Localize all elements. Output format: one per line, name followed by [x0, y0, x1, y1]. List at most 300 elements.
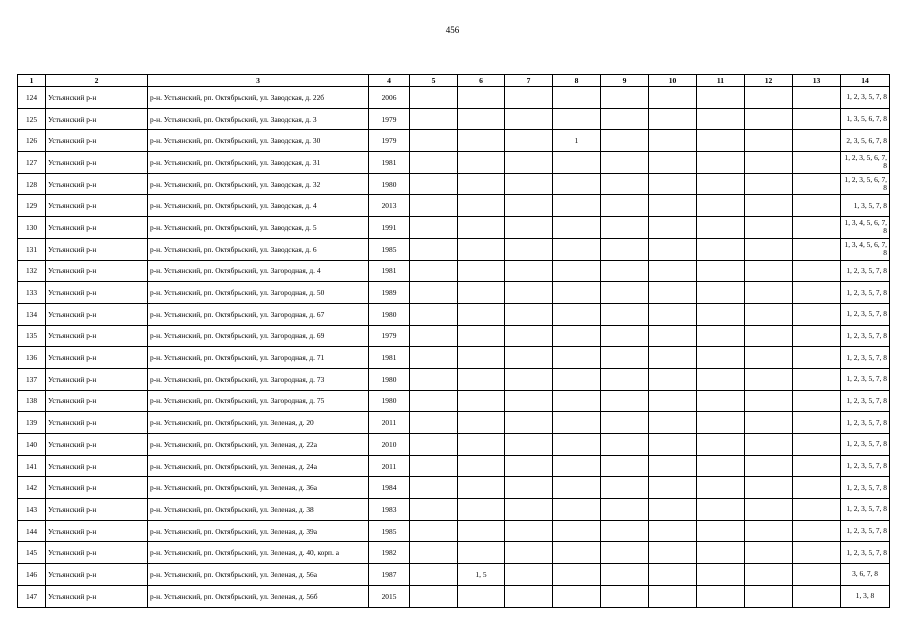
col9-cell [601, 390, 649, 412]
col8-cell [553, 455, 601, 477]
col6-cell [458, 542, 505, 564]
col10-cell [649, 195, 697, 217]
col10-cell [649, 238, 697, 260]
col6-cell [458, 108, 505, 130]
column-header-8: 8 [553, 75, 601, 87]
col7-cell [505, 108, 553, 130]
col12-cell [745, 87, 793, 109]
col13-cell [793, 130, 841, 152]
district-cell: Устьянский р-н [46, 217, 148, 239]
address-cell: р-н. Устьянский, рп. Октябрьский, ул. Заводская, д. 5 [148, 217, 369, 239]
page-number: 456 [445, 25, 460, 35]
column-header-2: 2 [46, 75, 148, 87]
year-cell: 1982 [369, 542, 410, 564]
district-cell: Устьянский р-н [46, 477, 148, 499]
col11-cell [697, 325, 745, 347]
year-cell: 2011 [369, 412, 410, 434]
address-cell: р-н. Устьянский, рп. Октябрьский, ул. Зеленая, д. 40, корп. а [148, 542, 369, 564]
col14-cell: 1, 2, 3, 5, 7, 8 [841, 260, 890, 282]
year-cell: 1980 [369, 173, 410, 195]
col5-cell [410, 455, 458, 477]
row-number: 138 [18, 390, 46, 412]
col7-cell [505, 520, 553, 542]
col7-cell [505, 303, 553, 325]
col9-cell [601, 477, 649, 499]
col14-cell: 1, 2, 3, 5, 7, 8 [841, 520, 890, 542]
col12-cell [745, 282, 793, 304]
district-cell: Устьянский р-н [46, 412, 148, 434]
col12-cell [745, 390, 793, 412]
row-number: 144 [18, 520, 46, 542]
col10-cell [649, 520, 697, 542]
address-cell: р-н. Устьянский, рп. Октябрьский, ул. Заводская, д. 32 [148, 173, 369, 195]
table-row [18, 282, 890, 304]
table-row [18, 87, 890, 109]
col5-cell [410, 282, 458, 304]
col11-cell [697, 434, 745, 456]
address-cell: р-н. Устьянский, рп. Октябрьский, ул. Зеленая, д. 20 [148, 412, 369, 434]
col14-cell: 1, 3, 4, 5, 6, 7, 8 [841, 238, 890, 260]
col10-cell [649, 564, 697, 586]
col12-cell [745, 108, 793, 130]
col6-cell [458, 390, 505, 412]
row-number: 142 [18, 477, 46, 499]
district-cell: Устьянский р-н [46, 325, 148, 347]
district-cell: Устьянский р-н [46, 455, 148, 477]
year-cell: 2010 [369, 434, 410, 456]
col13-cell [793, 585, 841, 607]
address-cell: р-н. Устьянский, рп. Октябрьский, ул. Заводская, д. 4 [148, 195, 369, 217]
col5-cell [410, 412, 458, 434]
district-cell: Устьянский р-н [46, 260, 148, 282]
row-number: 124 [18, 87, 46, 109]
address-cell: р-н. Устьянский, рп. Октябрьский, ул. Зеленая, д. 24а [148, 455, 369, 477]
col7-cell [505, 347, 553, 369]
col9-cell [601, 325, 649, 347]
col13-cell [793, 238, 841, 260]
col8-cell [553, 368, 601, 390]
col11-cell [697, 282, 745, 304]
address-cell: р-н. Устьянский, рп. Октябрьский, ул. Заводская, д. 6 [148, 238, 369, 260]
column-header-13: 13 [793, 75, 841, 87]
col7-cell [505, 260, 553, 282]
table-row [18, 520, 890, 542]
col11-cell [697, 585, 745, 607]
col5-cell [410, 195, 458, 217]
col13-cell [793, 173, 841, 195]
col14-cell: 1, 2, 3, 5, 7, 8 [841, 390, 890, 412]
col12-cell [745, 152, 793, 174]
col10-cell [649, 130, 697, 152]
year-cell: 2011 [369, 455, 410, 477]
address-cell: р-н. Устьянский, рп. Октябрьский, ул. Загородная, д. 69 [148, 325, 369, 347]
district-cell: Устьянский р-н [46, 499, 148, 521]
col7-cell [505, 434, 553, 456]
col7-cell [505, 455, 553, 477]
row-number: 146 [18, 564, 46, 586]
year-cell: 1981 [369, 347, 410, 369]
col9-cell [601, 434, 649, 456]
district-cell: Устьянский р-н [46, 195, 148, 217]
col6-cell [458, 585, 505, 607]
col13-cell [793, 217, 841, 239]
col6-cell [458, 434, 505, 456]
col5-cell [410, 87, 458, 109]
row-number: 126 [18, 130, 46, 152]
col13-cell [793, 325, 841, 347]
col6-cell [458, 325, 505, 347]
col11-cell [697, 108, 745, 130]
col7-cell [505, 195, 553, 217]
col8-cell [553, 542, 601, 564]
col11-cell [697, 195, 745, 217]
table-header [18, 75, 890, 87]
col9-cell [601, 303, 649, 325]
col11-cell [697, 152, 745, 174]
col9-cell [601, 520, 649, 542]
header-row [18, 75, 890, 87]
col10-cell [649, 87, 697, 109]
table-row [18, 477, 890, 499]
row-number: 143 [18, 499, 46, 521]
col10-cell [649, 260, 697, 282]
address-cell: р-н. Устьянский, рп. Октябрьский, ул. Загородная, д. 71 [148, 347, 369, 369]
district-cell: Устьянский р-н [46, 585, 148, 607]
col14-cell: 1, 2, 3, 5, 7, 8 [841, 303, 890, 325]
year-cell: 1979 [369, 108, 410, 130]
district-cell: Устьянский р-н [46, 347, 148, 369]
col7-cell [505, 130, 553, 152]
col11-cell [697, 542, 745, 564]
col6-cell [458, 130, 505, 152]
col9-cell [601, 412, 649, 434]
col11-cell [697, 390, 745, 412]
col5-cell [410, 477, 458, 499]
col12-cell [745, 412, 793, 434]
col9-cell [601, 564, 649, 586]
col7-cell [505, 238, 553, 260]
col10-cell [649, 434, 697, 456]
col7-cell [505, 390, 553, 412]
col9-cell [601, 455, 649, 477]
table-row [18, 499, 890, 521]
table-row [18, 152, 890, 174]
col10-cell [649, 499, 697, 521]
district-cell: Устьянский р-н [46, 282, 148, 304]
col6-cell [458, 520, 505, 542]
district-cell: Устьянский р-н [46, 368, 148, 390]
col6-cell [458, 173, 505, 195]
table-row [18, 260, 890, 282]
table-row [18, 347, 890, 369]
col13-cell [793, 368, 841, 390]
col9-cell [601, 542, 649, 564]
col11-cell [697, 499, 745, 521]
col11-cell [697, 412, 745, 434]
col10-cell [649, 217, 697, 239]
col5-cell [410, 217, 458, 239]
col7-cell [505, 173, 553, 195]
col12-cell [745, 564, 793, 586]
col12-cell [745, 347, 793, 369]
col6-cell [458, 87, 505, 109]
row-number: 128 [18, 173, 46, 195]
col9-cell [601, 173, 649, 195]
address-cell: р-н. Устьянский, рп. Октябрьский, ул. Зеленая, д. 22а [148, 434, 369, 456]
col6-cell [458, 238, 505, 260]
col10-cell [649, 542, 697, 564]
district-cell: Устьянский р-н [46, 87, 148, 109]
col5-cell [410, 368, 458, 390]
address-cell: р-н. Устьянский, рп. Октябрьский, ул. Зеленая, д. 56б [148, 585, 369, 607]
col13-cell [793, 542, 841, 564]
col14-cell: 1, 2, 3, 5, 6, 7, 8 [841, 173, 890, 195]
address-cell: р-н. Устьянский, рп. Октябрьский, ул. Заводская, д. 31 [148, 152, 369, 174]
col5-cell [410, 108, 458, 130]
col5-cell [410, 238, 458, 260]
year-cell: 1980 [369, 368, 410, 390]
col10-cell [649, 152, 697, 174]
col14-cell: 1, 3, 5, 6, 7, 8 [841, 108, 890, 130]
address-cell: р-н. Устьянский, рп. Октябрьский, ул. Загородная, д. 75 [148, 390, 369, 412]
row-number: 136 [18, 347, 46, 369]
col14-cell: 1, 3, 8 [841, 585, 890, 607]
col14-cell: 1, 2, 3, 5, 7, 8 [841, 542, 890, 564]
year-cell: 1985 [369, 238, 410, 260]
col6-cell [458, 477, 505, 499]
col12-cell [745, 499, 793, 521]
col12-cell [745, 368, 793, 390]
col7-cell [505, 542, 553, 564]
col10-cell [649, 368, 697, 390]
row-number: 139 [18, 412, 46, 434]
col5-cell [410, 152, 458, 174]
col14-cell: 1, 2, 3, 5, 7, 8 [841, 368, 890, 390]
year-cell: 1981 [369, 152, 410, 174]
col11-cell [697, 260, 745, 282]
col7-cell [505, 412, 553, 434]
col11-cell [697, 477, 745, 499]
table-row [18, 173, 890, 195]
column-header-11: 11 [697, 75, 745, 87]
col7-cell [505, 87, 553, 109]
row-number: 127 [18, 152, 46, 174]
col10-cell [649, 412, 697, 434]
col13-cell [793, 434, 841, 456]
col9-cell [601, 585, 649, 607]
col11-cell [697, 173, 745, 195]
col12-cell [745, 455, 793, 477]
col12-cell [745, 303, 793, 325]
table-row [18, 585, 890, 607]
col11-cell [697, 368, 745, 390]
col8-cell [553, 108, 601, 130]
col14-cell: 2, 3, 5, 6, 7, 8 [841, 130, 890, 152]
col8-cell [553, 499, 601, 521]
col13-cell [793, 303, 841, 325]
col9-cell [601, 195, 649, 217]
row-number: 137 [18, 368, 46, 390]
col14-cell: 1, 2, 3, 5, 7, 8 [841, 347, 890, 369]
col9-cell [601, 282, 649, 304]
col8-cell [553, 477, 601, 499]
col8-cell [553, 282, 601, 304]
col8-cell [553, 217, 601, 239]
table-row [18, 238, 890, 260]
table-row [18, 217, 890, 239]
col6-cell [458, 217, 505, 239]
table-row [18, 195, 890, 217]
row-number: 145 [18, 542, 46, 564]
col9-cell [601, 499, 649, 521]
row-number: 134 [18, 303, 46, 325]
col12-cell [745, 325, 793, 347]
col7-cell [505, 282, 553, 304]
col8-cell [553, 152, 601, 174]
col5-cell [410, 585, 458, 607]
col8-cell [553, 173, 601, 195]
row-number: 132 [18, 260, 46, 282]
col8-cell [553, 347, 601, 369]
col14-cell: 1, 2, 3, 5, 7, 8 [841, 412, 890, 434]
address-cell: р-н. Устьянский, рп. Октябрьский, ул. Загородная, д. 67 [148, 303, 369, 325]
col6-cell [458, 412, 505, 434]
col14-cell: 1, 2, 3, 5, 7, 8 [841, 434, 890, 456]
col11-cell [697, 238, 745, 260]
row-number: 133 [18, 282, 46, 304]
col5-cell [410, 347, 458, 369]
col14-cell: 1, 2, 3, 5, 7, 8 [841, 87, 890, 109]
col13-cell [793, 477, 841, 499]
col9-cell [601, 368, 649, 390]
address-cell: р-н. Устьянский, рп. Октябрьский, ул. Зеленая, д. 36а [148, 477, 369, 499]
table-row [18, 564, 890, 586]
col12-cell [745, 217, 793, 239]
district-cell: Устьянский р-н [46, 520, 148, 542]
district-cell: Устьянский р-н [46, 130, 148, 152]
col9-cell [601, 130, 649, 152]
col8-cell [553, 87, 601, 109]
district-cell: Устьянский р-н [46, 108, 148, 130]
column-header-1: 1 [18, 75, 46, 87]
col10-cell [649, 477, 697, 499]
column-header-7: 7 [505, 75, 553, 87]
col14-cell: 1, 2, 3, 5, 7, 8 [841, 282, 890, 304]
col6-cell [458, 368, 505, 390]
col13-cell [793, 412, 841, 434]
column-header-9: 9 [601, 75, 649, 87]
col5-cell [410, 130, 458, 152]
col8-cell [553, 564, 601, 586]
row-number: 131 [18, 238, 46, 260]
col10-cell [649, 390, 697, 412]
row-number: 129 [18, 195, 46, 217]
address-cell: р-н. Устьянский, рп. Октябрьский, ул. Загородная, д. 73 [148, 368, 369, 390]
col12-cell [745, 260, 793, 282]
col9-cell [601, 108, 649, 130]
col10-cell [649, 325, 697, 347]
col12-cell [745, 238, 793, 260]
year-cell: 1981 [369, 260, 410, 282]
col8-cell: 1 [553, 130, 601, 152]
col12-cell [745, 542, 793, 564]
table-row [18, 390, 890, 412]
column-header-14: 14 [841, 75, 890, 87]
col6-cell [458, 282, 505, 304]
year-cell: 1980 [369, 390, 410, 412]
year-cell: 2013 [369, 195, 410, 217]
registry-table [17, 74, 890, 608]
col8-cell [553, 390, 601, 412]
col5-cell [410, 390, 458, 412]
col14-cell: 1, 3, 4, 5, 6, 7, 8 [841, 217, 890, 239]
col9-cell [601, 217, 649, 239]
year-cell: 1980 [369, 303, 410, 325]
year-cell: 1991 [369, 217, 410, 239]
col5-cell [410, 434, 458, 456]
col11-cell [697, 520, 745, 542]
col13-cell [793, 152, 841, 174]
col8-cell [553, 195, 601, 217]
row-number: 130 [18, 217, 46, 239]
col7-cell [505, 499, 553, 521]
row-number: 141 [18, 455, 46, 477]
column-header-10: 10 [649, 75, 697, 87]
year-cell: 1985 [369, 520, 410, 542]
col14-cell: 3, 6, 7, 8 [841, 564, 890, 586]
table-row [18, 108, 890, 130]
table-row [18, 542, 890, 564]
address-cell: р-н. Устьянский, рп. Октябрьский, ул. Заводская, д. 3 [148, 108, 369, 130]
col8-cell [553, 238, 601, 260]
col13-cell [793, 347, 841, 369]
col5-cell [410, 303, 458, 325]
col7-cell [505, 477, 553, 499]
col5-cell [410, 564, 458, 586]
col6-cell [458, 499, 505, 521]
col6-cell [458, 347, 505, 369]
row-number: 140 [18, 434, 46, 456]
year-cell: 2006 [369, 87, 410, 109]
col5-cell [410, 325, 458, 347]
col8-cell [553, 303, 601, 325]
col13-cell [793, 499, 841, 521]
col13-cell [793, 455, 841, 477]
district-cell: Устьянский р-н [46, 542, 148, 564]
col12-cell [745, 195, 793, 217]
table-row [18, 434, 890, 456]
col9-cell [601, 347, 649, 369]
col11-cell [697, 455, 745, 477]
col6-cell [458, 195, 505, 217]
col10-cell [649, 303, 697, 325]
col13-cell [793, 108, 841, 130]
address-cell: р-н. Устьянский, рп. Октябрьский, ул. Заводская, д. 22б [148, 87, 369, 109]
col13-cell [793, 520, 841, 542]
col6-cell: 1, 5 [458, 564, 505, 586]
year-cell: 2015 [369, 585, 410, 607]
col8-cell [553, 585, 601, 607]
col9-cell [601, 87, 649, 109]
year-cell: 1979 [369, 130, 410, 152]
district-cell: Устьянский р-н [46, 434, 148, 456]
col5-cell [410, 499, 458, 521]
col10-cell [649, 108, 697, 130]
col6-cell [458, 260, 505, 282]
col10-cell [649, 455, 697, 477]
col14-cell: 1, 2, 3, 5, 7, 8 [841, 325, 890, 347]
col9-cell [601, 238, 649, 260]
